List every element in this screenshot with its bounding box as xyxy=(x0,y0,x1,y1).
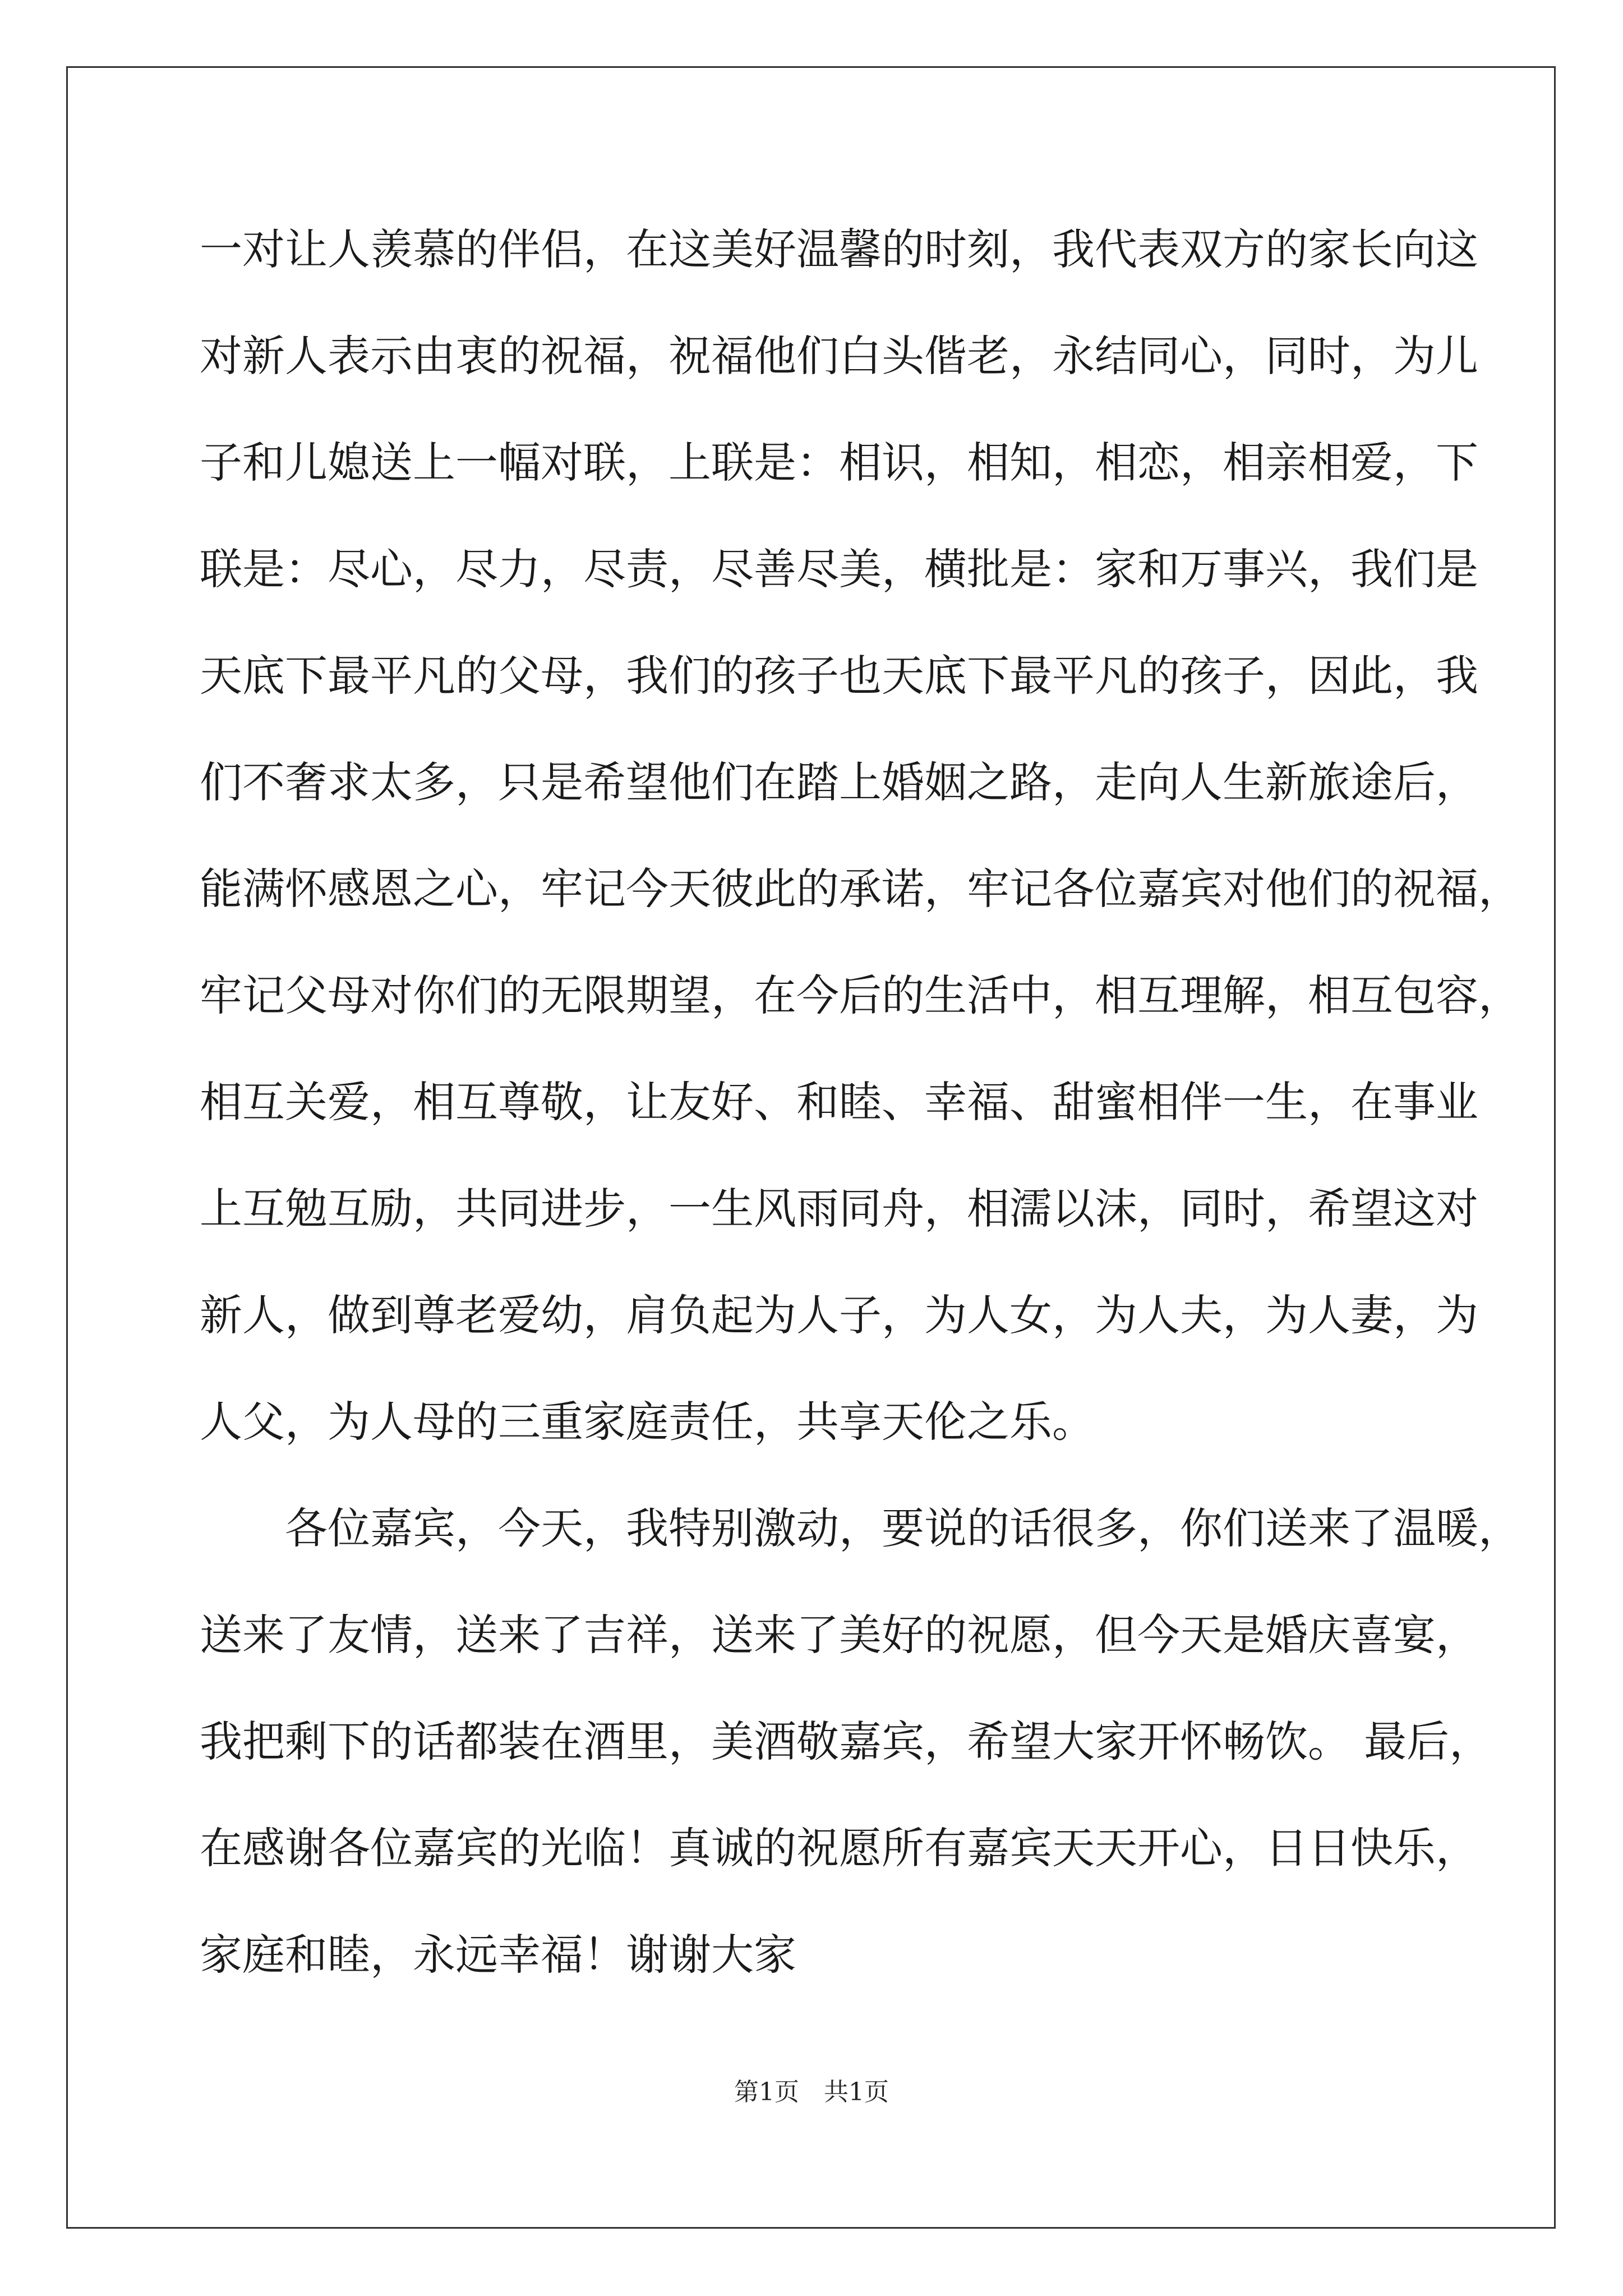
text-line-8: 牢记父母对你们的无限期望，在今后的生活中，相互理解，相互包容， xyxy=(200,970,1521,1020)
text-line-5: 天底下最平凡的父母，我们的孩子也天底下最平凡的孩子，因此，我 xyxy=(200,651,1478,701)
text-line-6: 们不奢求太多，只是希望他们在踏上婚姻之路，走向人生新旅途后， xyxy=(200,757,1478,807)
text-line-2: 对新人表示由衷的祝福，祝福他们白头偕老，永结同心，同时，为儿 xyxy=(200,331,1478,381)
text-line-9: 相互关爱，相互尊敬，让友好、和睦、幸福、甜蜜相伴一生，在事业 xyxy=(200,1077,1478,1127)
text-line-14: 送来了友情，送来了吉祥，送来了美好的祝愿，但今天是婚庆喜宴， xyxy=(200,1610,1478,1660)
text-line-15: 我把剩下的话都装在酒里，美酒敬嘉宾，希望大家开怀畅饮。 最后， xyxy=(200,1717,1492,1766)
text-line-10: 上互勉互励，共同进步，一生风雨同舟，相濡以沫，同时，希望这对 xyxy=(200,1184,1478,1234)
text-line-12: 人父，为人母的三重家庭责任，共享天伦之乐。 xyxy=(200,1397,1095,1447)
text-line-11: 新人，做到尊老爱幼，肩负起为人子，为人女，为人夫，为人妻，为 xyxy=(200,1290,1478,1340)
text-line-13: 各位嘉宾，今天，我特别激动，要说的话很多，你们送来了温暖， xyxy=(200,1503,1521,1553)
text-line-1: 一对让人羡慕的伴侣，在这美好温馨的时刻，我代表双方的家长向这 xyxy=(200,224,1478,274)
text-line-4: 联是：尽心，尽力，尽责，尽善尽美，横批是：家和万事兴，我们是 xyxy=(200,544,1478,594)
text-line-7: 能满怀感恩之心，牢记今天彼此的承诺，牢记各位嘉宾对他们的祝福， xyxy=(200,864,1521,914)
page-number-footer: 第1页 共1页 xyxy=(734,2078,889,2106)
text-line-17: 家庭和睦，永远幸福！谢谢大家 xyxy=(200,1930,796,1980)
text-line-3: 子和儿媳送上一幅对联，上联是：相识，相知，相恋，相亲相爱，下 xyxy=(200,438,1478,487)
text-line-16: 在感谢各位嘉宾的光临！真诚的祝愿所有嘉宾天天开心，日日快乐， xyxy=(200,1823,1478,1873)
